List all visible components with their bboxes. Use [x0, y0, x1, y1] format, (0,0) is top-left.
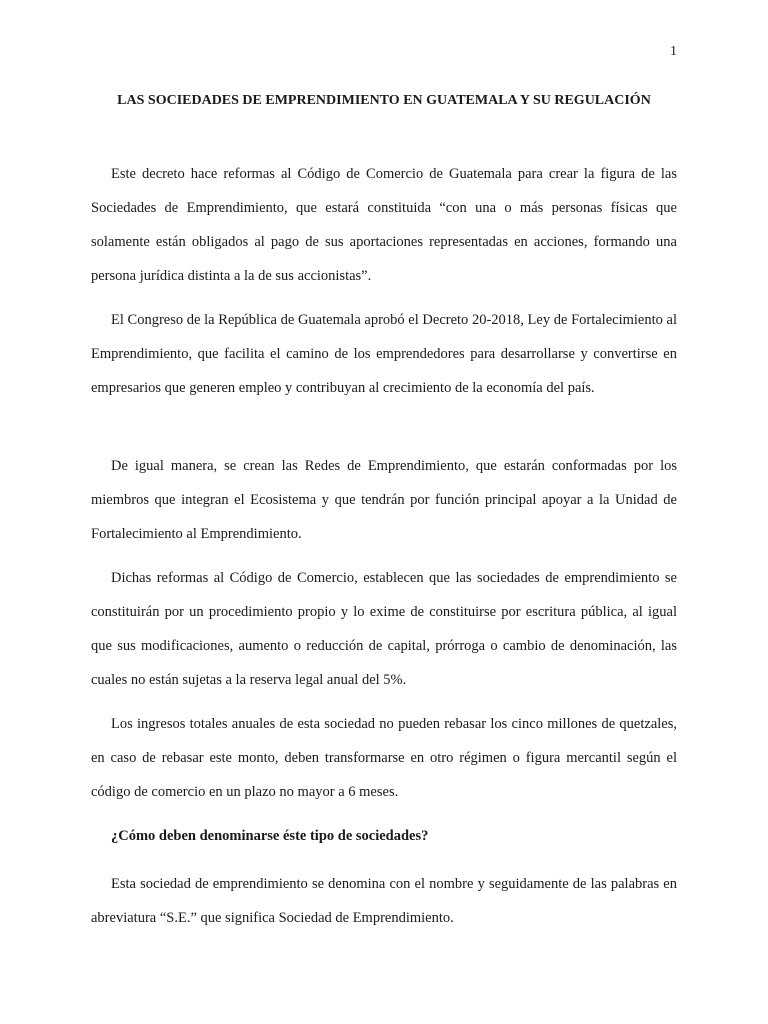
- page-number: 1: [670, 44, 677, 59]
- paragraph-decree-reforms: Este decreto hace reformas al Código de Comercio de Guatemala para crear la figura de las Sociedades de Emprendimiento, que estará constituida “con una o más personas físicas que solamente están obligados al pago de sus aportaciones representadas en acciones, formando una persona jurídica distinta a la de sus accionistas”.: [91, 166, 677, 284]
- paragraph-commerce-code-reforms: Dichas reformas al Código de Comercio, establecen que las sociedades de emprendimiento se constituirán por un procedimiento propio y lo exime de constituirse por escritura pública, al igual que sus modificaciones, aumento o reducción de capital, prórroga o cambio de denominación, las cuales no están sujetas a la reserva legal anual del 5%.: [91, 570, 677, 688]
- paragraph-annual-income-limit: Los ingresos totales anuales de esta sociedad no pueden rebasar los cinco millones de quetzales, en caso de rebasar este monto, deben transformarse en otro régimen o figura mercantil según el código de comercio en un plazo no mayor a 6 meses.: [91, 716, 677, 800]
- paragraph-denomination: Esta sociedad de emprendimiento se denomina con el nombre y seguidamente de las palabras en abreviatura “S.E.” que significa Sociedad de Emprendimiento.: [91, 876, 677, 926]
- section-subheading: ¿Cómo deben denominarse éste tipo de sociedades?: [111, 828, 429, 844]
- paragraph-entrepreneurship-networks: De igual manera, se crean las Redes de Emprendimiento, que estarán conformadas por los miembros que integran el Ecosistema y que tendrán por función principal apoyar a la Unidad de Fortalecimiento al Emprendimiento.: [91, 458, 677, 542]
- paragraph-congress-approval: El Congreso de la República de Guatemala aprobó el Decreto 20-2018, Ley de Fortalecimiento al Emprendimiento, que facilita el camino de los emprendedores para desarrollarse y convertirse en empresarios que generen empleo y contribuyan al crecimiento de la economía del país.: [91, 312, 677, 396]
- document-title: LAS SOCIEDADES DE EMPRENDIMIENTO EN GUATEMALA Y SU REGULACIÓN: [117, 93, 651, 108]
